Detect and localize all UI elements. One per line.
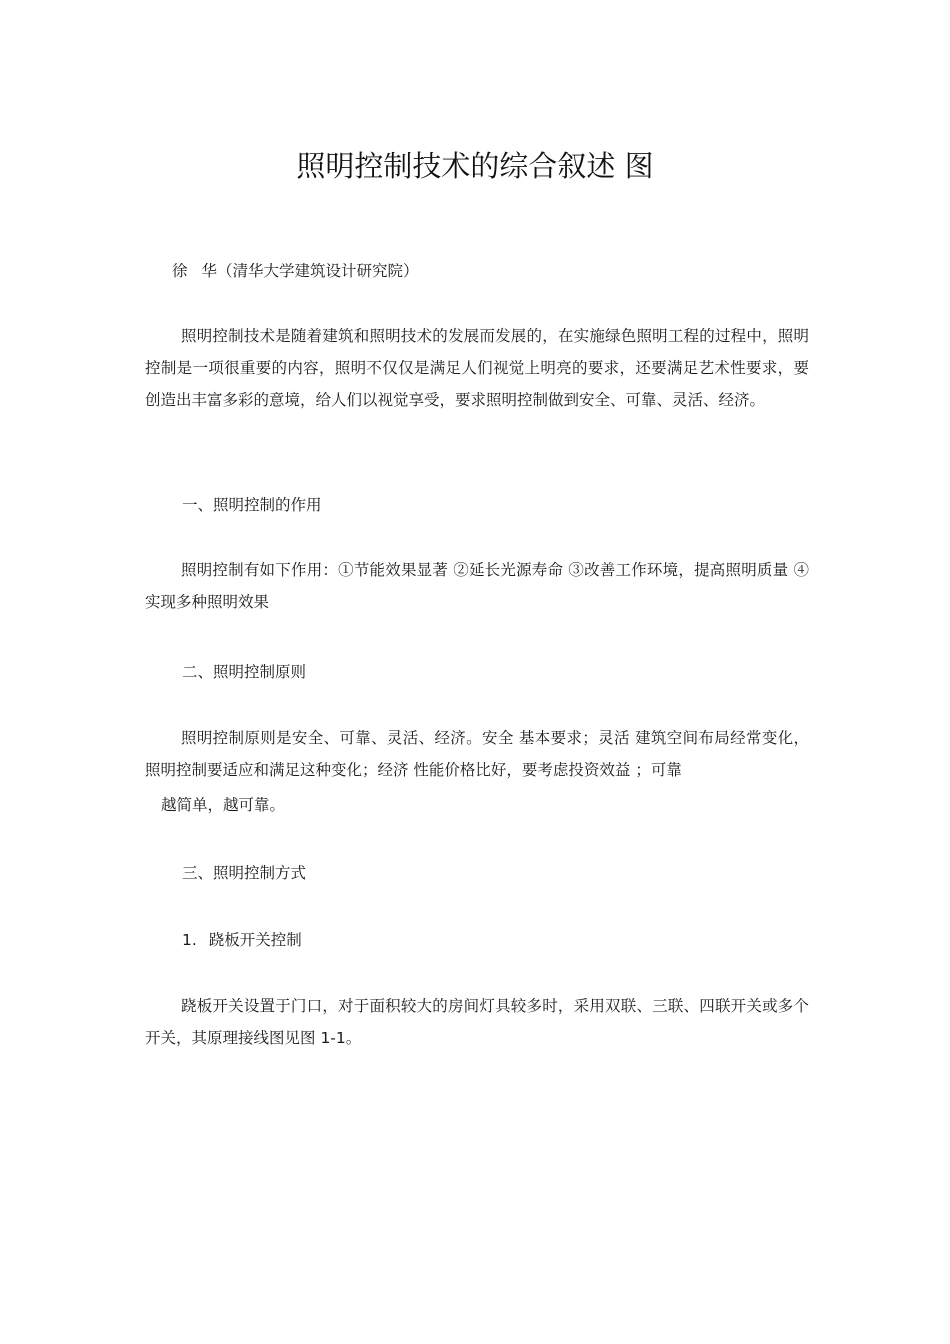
- section-2-paragraph-tail: 越简单，越可靠。: [161, 796, 286, 814]
- subsection-number: 1.: [182, 931, 197, 949]
- section-heading-1: 一、照明控制的作用: [182, 496, 322, 514]
- author-line: [172, 261, 419, 281]
- section-heading-3: 三、照明控制方式: [182, 864, 307, 882]
- subsection-1-paragraph: [145, 990, 809, 1054]
- intro-paragraph: 照明控制技术是随着建筑和照明技术的发展而发展的，在实施绿色照明工程的过程中，照明控制是一项很重要的内容，照明不仅仅是满足人们视觉上明亮的要求，还要满足艺术性要求，要创造出丰富多彩的意境，给人们以视觉享受，要求照明控制做到安全、可靠、灵活、经济。: [145, 327, 809, 409]
- subsection-1-text-end: 。: [345, 1029, 362, 1047]
- figure-reference: 1-1: [320, 1029, 346, 1047]
- subsection-title: 跷板开关控制: [208, 931, 302, 949]
- author-affiliation: 华（清华大学建筑设计研究院）: [201, 262, 419, 280]
- section-1-paragraph: 照明控制有如下作用：①节能效果显著 ②延长光源寿命 ③改善工作环境，提高照明质量 ④实现多种照明效果: [145, 561, 809, 611]
- section-heading-2: 二、照明控制原则: [182, 663, 307, 681]
- subsection-1-text: 跷板开关设置于门口，对于面积较大的房间灯具较多时，采用双联、三联、四联开关或多个开关，其原理接线图见图: [145, 997, 809, 1047]
- section-2-paragraph: 照明控制原则是安全、可靠、灵活、经济。安全 基本要求；灵活 建筑空间布局经常变化，照明控制要适应和满足这种变化；经济 性能价格比好，要考虑投资效益 ；可靠: [145, 729, 809, 779]
- subsection-heading-1: [182, 930, 302, 950]
- author-surname: 徐: [172, 262, 188, 280]
- document-title: 照明控制技术的综合叙述 图: [296, 149, 654, 183]
